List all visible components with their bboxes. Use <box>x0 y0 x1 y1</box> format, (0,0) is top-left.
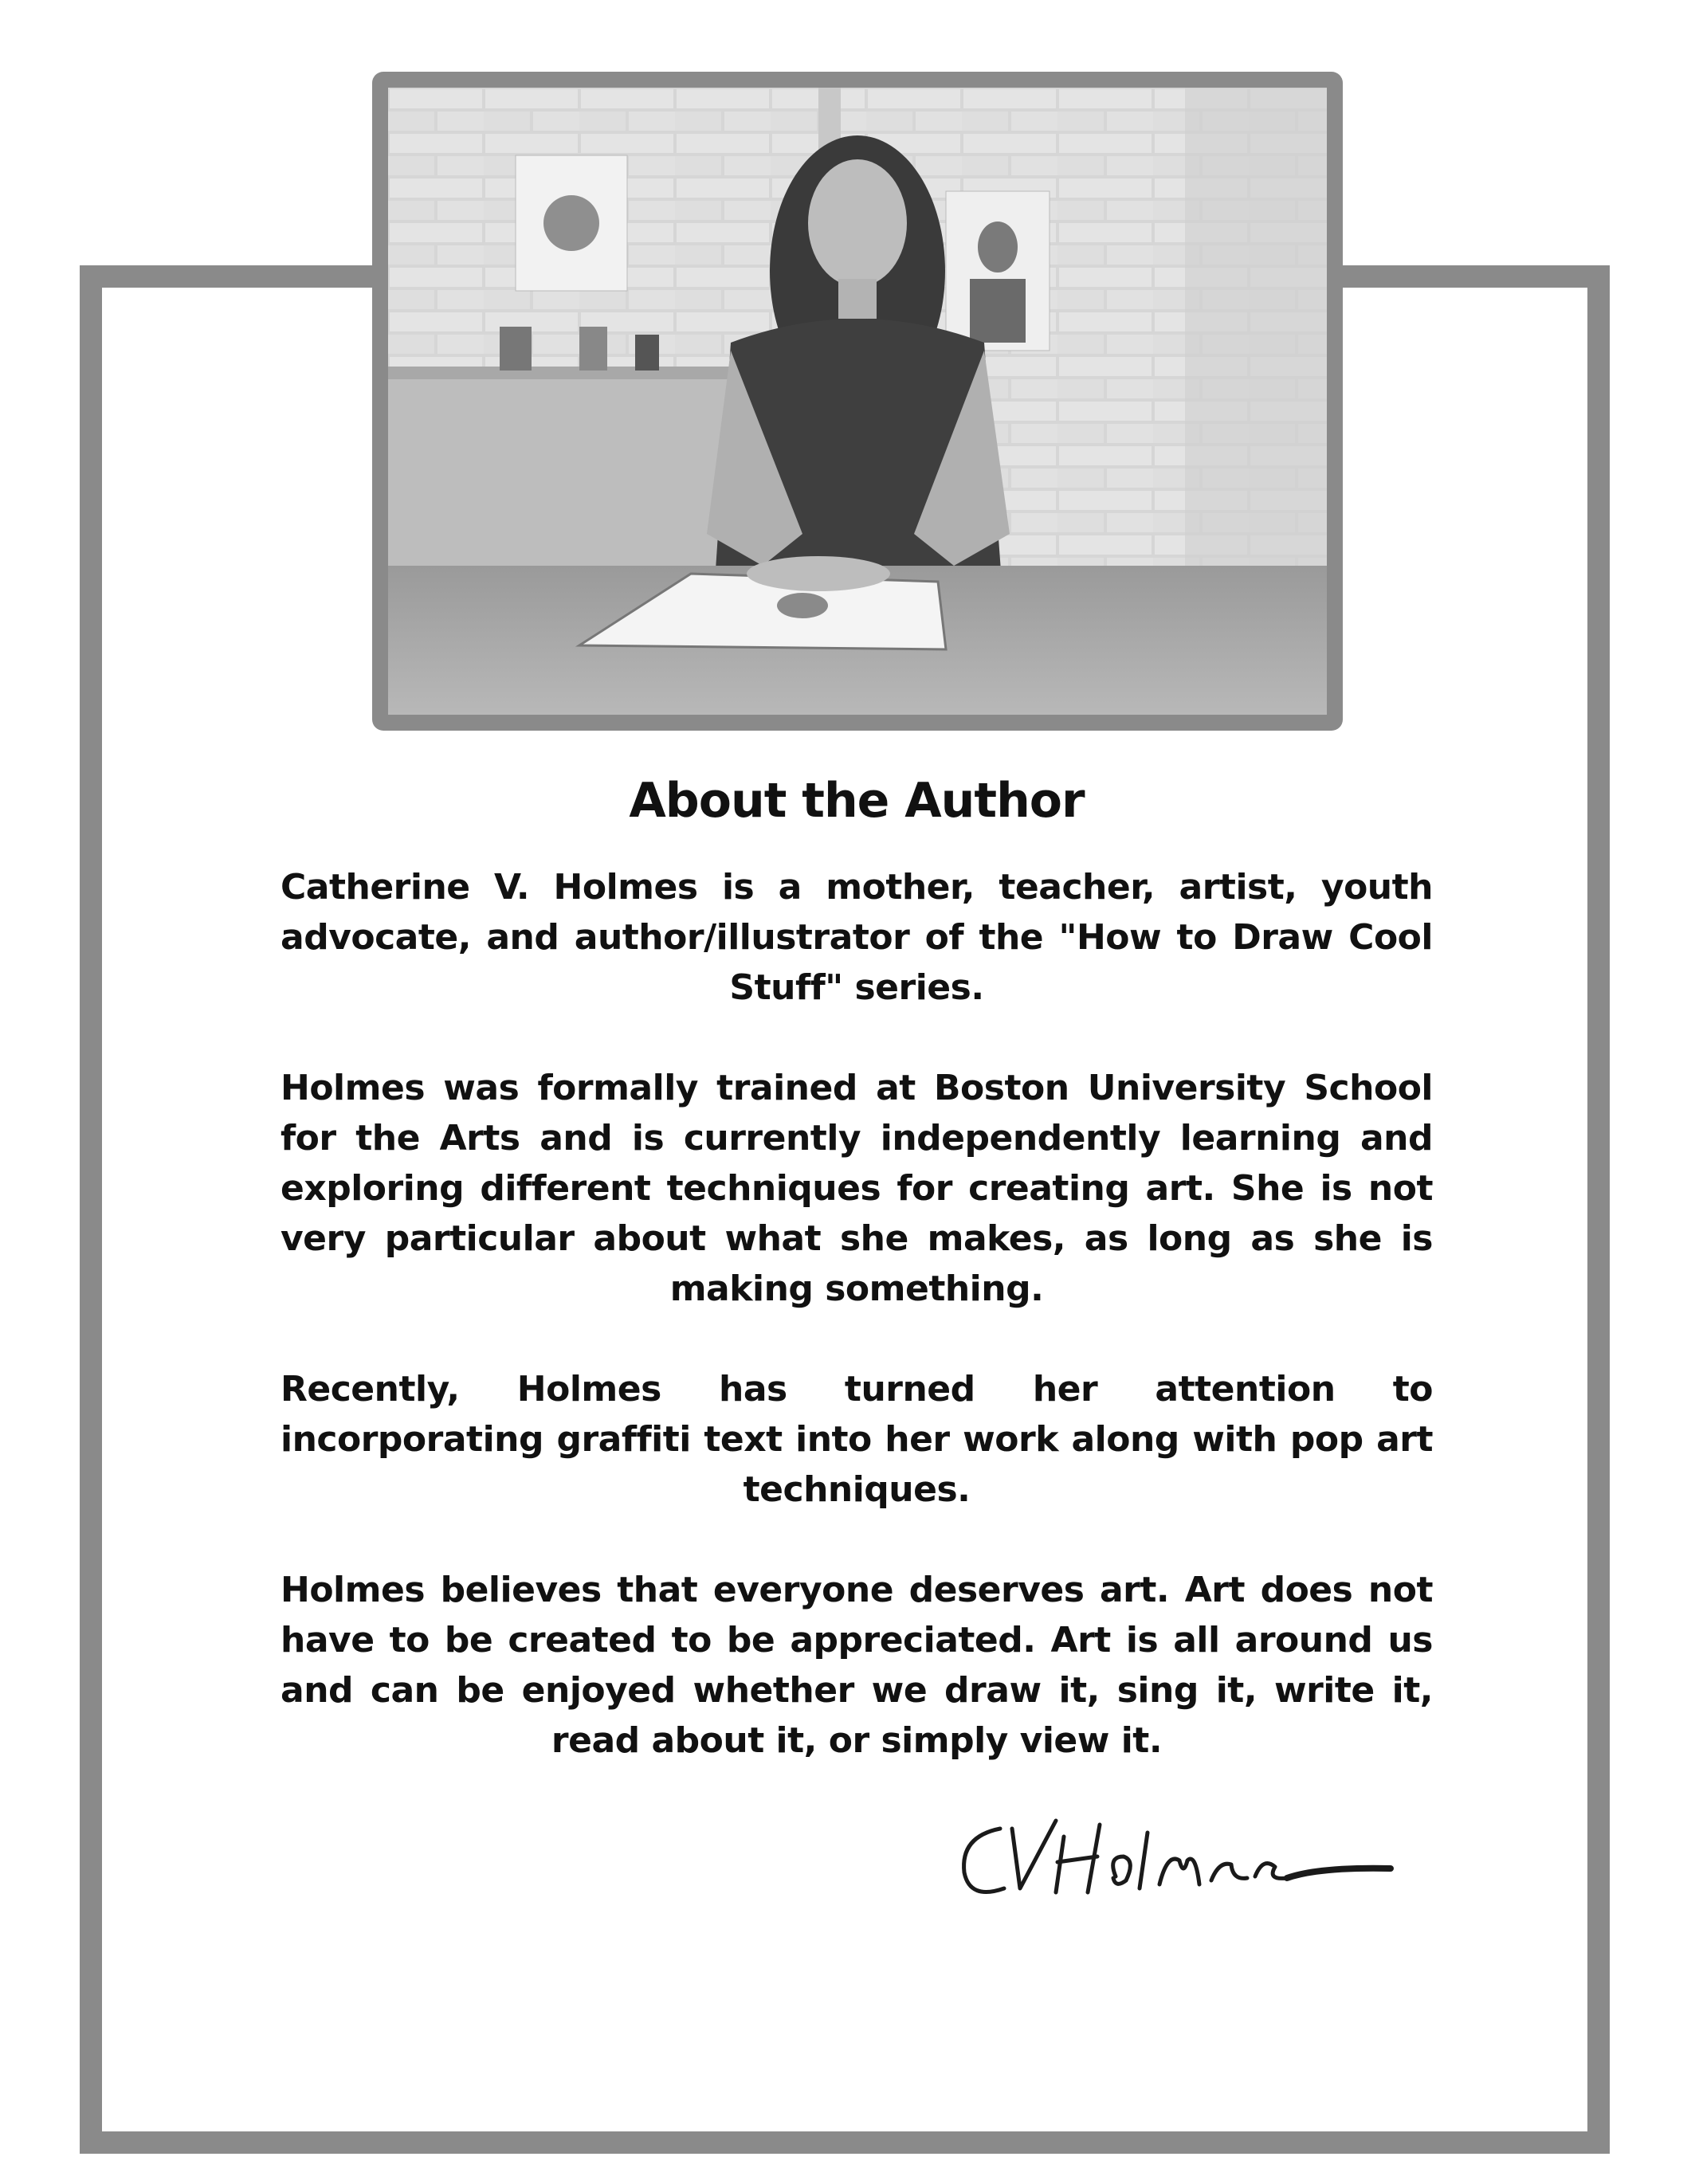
author-photo <box>388 88 1327 715</box>
about-section <box>281 765 1433 1816</box>
author-signature <box>944 1805 1407 1916</box>
page-title: About the Author <box>629 773 1085 829</box>
paragraph-recent-work: Recently, Holmes has turned her attention to incorporating graffiti text into her work along with pop art techniques. <box>281 1369 1433 1510</box>
author-photo-image <box>388 88 1327 715</box>
paragraph-intro: Catherine V. Holmes is a mother, teacher, artist, youth advocate, and author/illustrator of the "How to Draw Cool Stuff" series. <box>281 867 1433 1008</box>
paragraph-training: Holmes was formally trained at Boston University School for the Arts and is currently independently learning and exploring different techniques for creating art. She is not very particular about what she makes, as long as she is making something. <box>281 1068 1433 1309</box>
author-photo-frame <box>372 72 1343 731</box>
paragraph-beliefs: Holmes believes that everyone deserves art. Art does not have to be created to be appreciated. Art is all around us and can be enjoyed whether we draw it, sing it, write it, read about it, or simply view it. <box>281 1570 1433 1761</box>
